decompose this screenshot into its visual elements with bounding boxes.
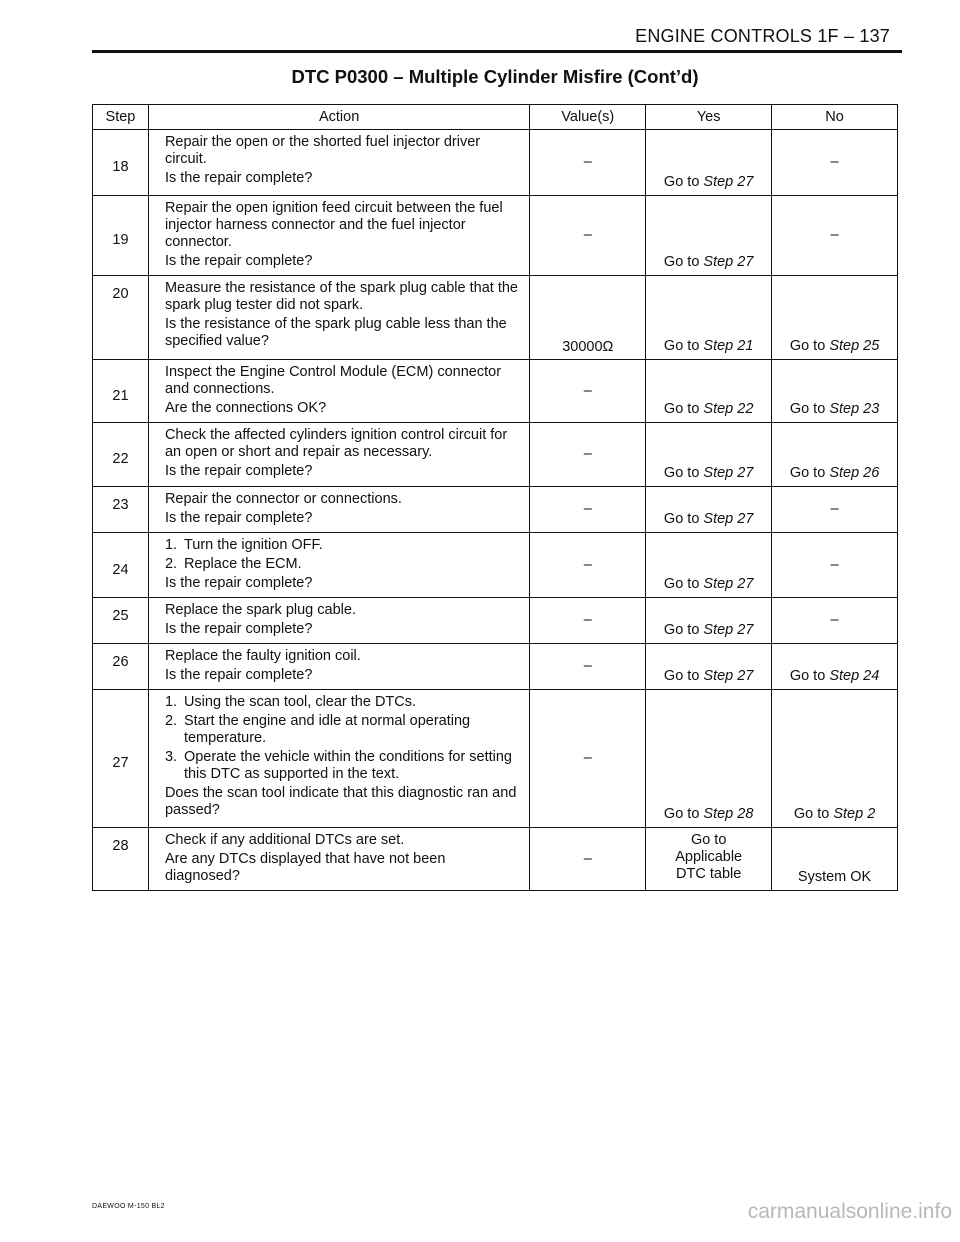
numbered-item (165, 713, 523, 747)
table-row (93, 598, 898, 644)
action-text: Check the affected cylinders ignition control circuit for an open or short and repair as necessary. (164, 427, 508, 460)
action-cell (148, 196, 529, 276)
step-number: 25 (93, 598, 149, 644)
item-number: 1. (164, 694, 178, 710)
action-question: Is the resistance of the spark plug cable less than the specified value? (164, 316, 507, 349)
action-cell (148, 276, 529, 360)
item-number: 2. (164, 713, 178, 729)
go-to-label: Go to (663, 511, 700, 527)
action-text: Repair the open or the shorted fuel injector driver circuit. (164, 134, 481, 167)
action-cell (148, 644, 529, 690)
go-to-label: Go to (663, 338, 700, 354)
action-cell (148, 360, 529, 423)
no-cell (772, 360, 898, 423)
step-reference: Step 21 (703, 338, 754, 354)
go-to-label: Go to (663, 465, 700, 481)
table-row (93, 828, 898, 891)
value-cell: – (530, 423, 646, 487)
action-question: Are the connections OK? (164, 400, 327, 416)
action-question: Is the repair complete? (164, 170, 313, 186)
action-text: Repair the connector or connections. (164, 491, 402, 507)
action-question: Is the repair complete? (164, 463, 313, 479)
item-text: Replace the ECM. (183, 556, 302, 572)
step-reference: Step 26 (829, 465, 880, 481)
go-to-label: Go to (663, 254, 700, 270)
step-number: 20 (93, 276, 149, 360)
action-cell (148, 130, 529, 196)
action-text: Replace the faulty ignition coil. (164, 648, 361, 664)
step-reference: Step 27 (703, 622, 754, 638)
value-cell: – (530, 487, 646, 533)
action-text: Check if any additional DTCs are set. (164, 832, 405, 848)
go-to-label: Go to (663, 576, 700, 592)
go-to-label: Go to (793, 806, 830, 822)
watermark: carmanualsonline.info (747, 1200, 952, 1223)
action-text: Measure the resistance of the spark plug cable that the spark plug tester did not spark. (164, 280, 518, 313)
step-number: 18 (93, 130, 149, 196)
yes-cell (646, 130, 772, 196)
item-text: Start the engine and idle at normal operating temperature. (183, 713, 471, 746)
numbered-item (165, 556, 523, 573)
document-code: DAEWOO M-150 BL2 (92, 1203, 165, 1210)
action-cell (148, 533, 529, 598)
page-title: DTC P0300 – Multiple Cylinder Misfire (Cont’d) (291, 66, 699, 87)
page-header: ENGINE CONTROLS 1F – 137 (635, 26, 890, 46)
no-cell: – (772, 196, 898, 276)
no-cell (772, 276, 898, 360)
dtc-table (92, 104, 898, 891)
item-text: Operate the vehicle within the conditions for setting this DTC as supported in the text. (183, 749, 512, 782)
step-number: 27 (93, 690, 149, 828)
value-cell: – (530, 828, 646, 891)
go-to-label: Go to (663, 622, 700, 638)
action-question: Is the repair complete? (164, 621, 313, 637)
step-reference: Step 28 (703, 806, 754, 822)
numbered-item (165, 537, 523, 554)
step-reference: Step 22 (703, 401, 754, 417)
numbered-item (165, 749, 523, 783)
value-cell: – (530, 644, 646, 690)
header-rule (92, 50, 902, 53)
value-cell: – (530, 598, 646, 644)
action-question: Is the repair complete? (164, 575, 313, 591)
table-header-row (93, 105, 898, 130)
yes-cell (646, 598, 772, 644)
yes-cell (646, 644, 772, 690)
action-question: Are any DTCs displayed that have not been diagnosed? (164, 851, 446, 884)
step-reference: Step 27 (703, 174, 754, 190)
item-text: Using the scan tool, clear the DTCs. (183, 694, 417, 710)
column-header-values: Value(s) (530, 105, 646, 130)
action-question: Is the repair complete? (164, 667, 313, 683)
step-number: 23 (93, 487, 149, 533)
action-text: Inspect the Engine Control Module (ECM) connector and connections. (164, 364, 502, 397)
go-to-label: Go to (663, 174, 700, 190)
action-question: Is the repair complete? (164, 253, 313, 269)
table-row (93, 196, 898, 276)
table-row (93, 690, 898, 828)
yes-cell (646, 360, 772, 423)
action-cell (148, 487, 529, 533)
go-to-label: Go to (789, 338, 826, 354)
table-row (93, 533, 898, 598)
value-cell: – (530, 196, 646, 276)
column-header-yes: Yes (646, 105, 772, 130)
no-cell: – (772, 598, 898, 644)
action-text: Repair the open ignition feed circuit between the fuel injector harness connector and the fuel injector connector. (164, 200, 503, 250)
no-cell: System OK (772, 828, 898, 891)
yes-cell (646, 690, 772, 828)
action-cell (148, 598, 529, 644)
go-to-label: Go to (789, 401, 826, 417)
step-reference: Step 24 (829, 668, 880, 684)
no-cell: – (772, 533, 898, 598)
item-number: 2. (164, 556, 178, 572)
step-reference: Step 25 (829, 338, 880, 354)
no-cell (772, 423, 898, 487)
value-cell: – (530, 360, 646, 423)
go-to-label: Go to (663, 806, 700, 822)
table-row (93, 423, 898, 487)
step-reference: Step 27 (703, 254, 754, 270)
step-number: 22 (93, 423, 149, 487)
action-cell (148, 690, 529, 828)
step-reference: Step 27 (703, 668, 754, 684)
table-row (93, 130, 898, 196)
step-reference: Step 27 (703, 576, 754, 592)
go-to-label: Go to (663, 668, 700, 684)
go-to-label: Go to (663, 401, 700, 417)
item-number: 3. (164, 749, 178, 765)
action-cell (148, 828, 529, 891)
yes-cell: Go to Applicable DTC table (646, 828, 772, 891)
item-text: Turn the ignition OFF. (183, 537, 323, 553)
step-number: 21 (93, 360, 149, 423)
step-reference: Step 23 (829, 401, 880, 417)
yes-cell (646, 276, 772, 360)
step-number: 28 (93, 828, 149, 891)
table-row (93, 644, 898, 690)
go-to-label: Go to (789, 668, 826, 684)
yes-cell (646, 533, 772, 598)
action-text: Replace the spark plug cable. (164, 602, 356, 618)
go-to-label: Go to (789, 465, 826, 481)
action-question: Is the repair complete? (164, 510, 313, 526)
step-number: 24 (93, 533, 149, 598)
no-cell (772, 690, 898, 828)
table-row (93, 487, 898, 533)
yes-cell (646, 423, 772, 487)
no-cell: – (772, 487, 898, 533)
step-reference: Step 2 (833, 806, 876, 822)
action-cell (148, 423, 529, 487)
step-reference: Step 27 (703, 511, 754, 527)
action-question: Does the scan tool indicate that this diagnostic ran and passed? (164, 785, 517, 818)
column-header-step: Step (93, 105, 149, 130)
no-cell: – (772, 130, 898, 196)
value-cell: – (530, 690, 646, 828)
value-cell: – (530, 533, 646, 598)
step-reference: Step 27 (703, 465, 754, 481)
numbered-item (165, 694, 523, 711)
column-header-no: No (772, 105, 898, 130)
step-number: 19 (93, 196, 149, 276)
step-number: 26 (93, 644, 149, 690)
column-header-action: Action (148, 105, 529, 130)
no-cell (772, 644, 898, 690)
table-row (93, 360, 898, 423)
value-cell: 30000Ω (530, 276, 646, 360)
yes-cell (646, 196, 772, 276)
item-number: 1. (164, 537, 178, 553)
value-cell: – (530, 130, 646, 196)
table-row (93, 276, 898, 360)
yes-cell (646, 487, 772, 533)
